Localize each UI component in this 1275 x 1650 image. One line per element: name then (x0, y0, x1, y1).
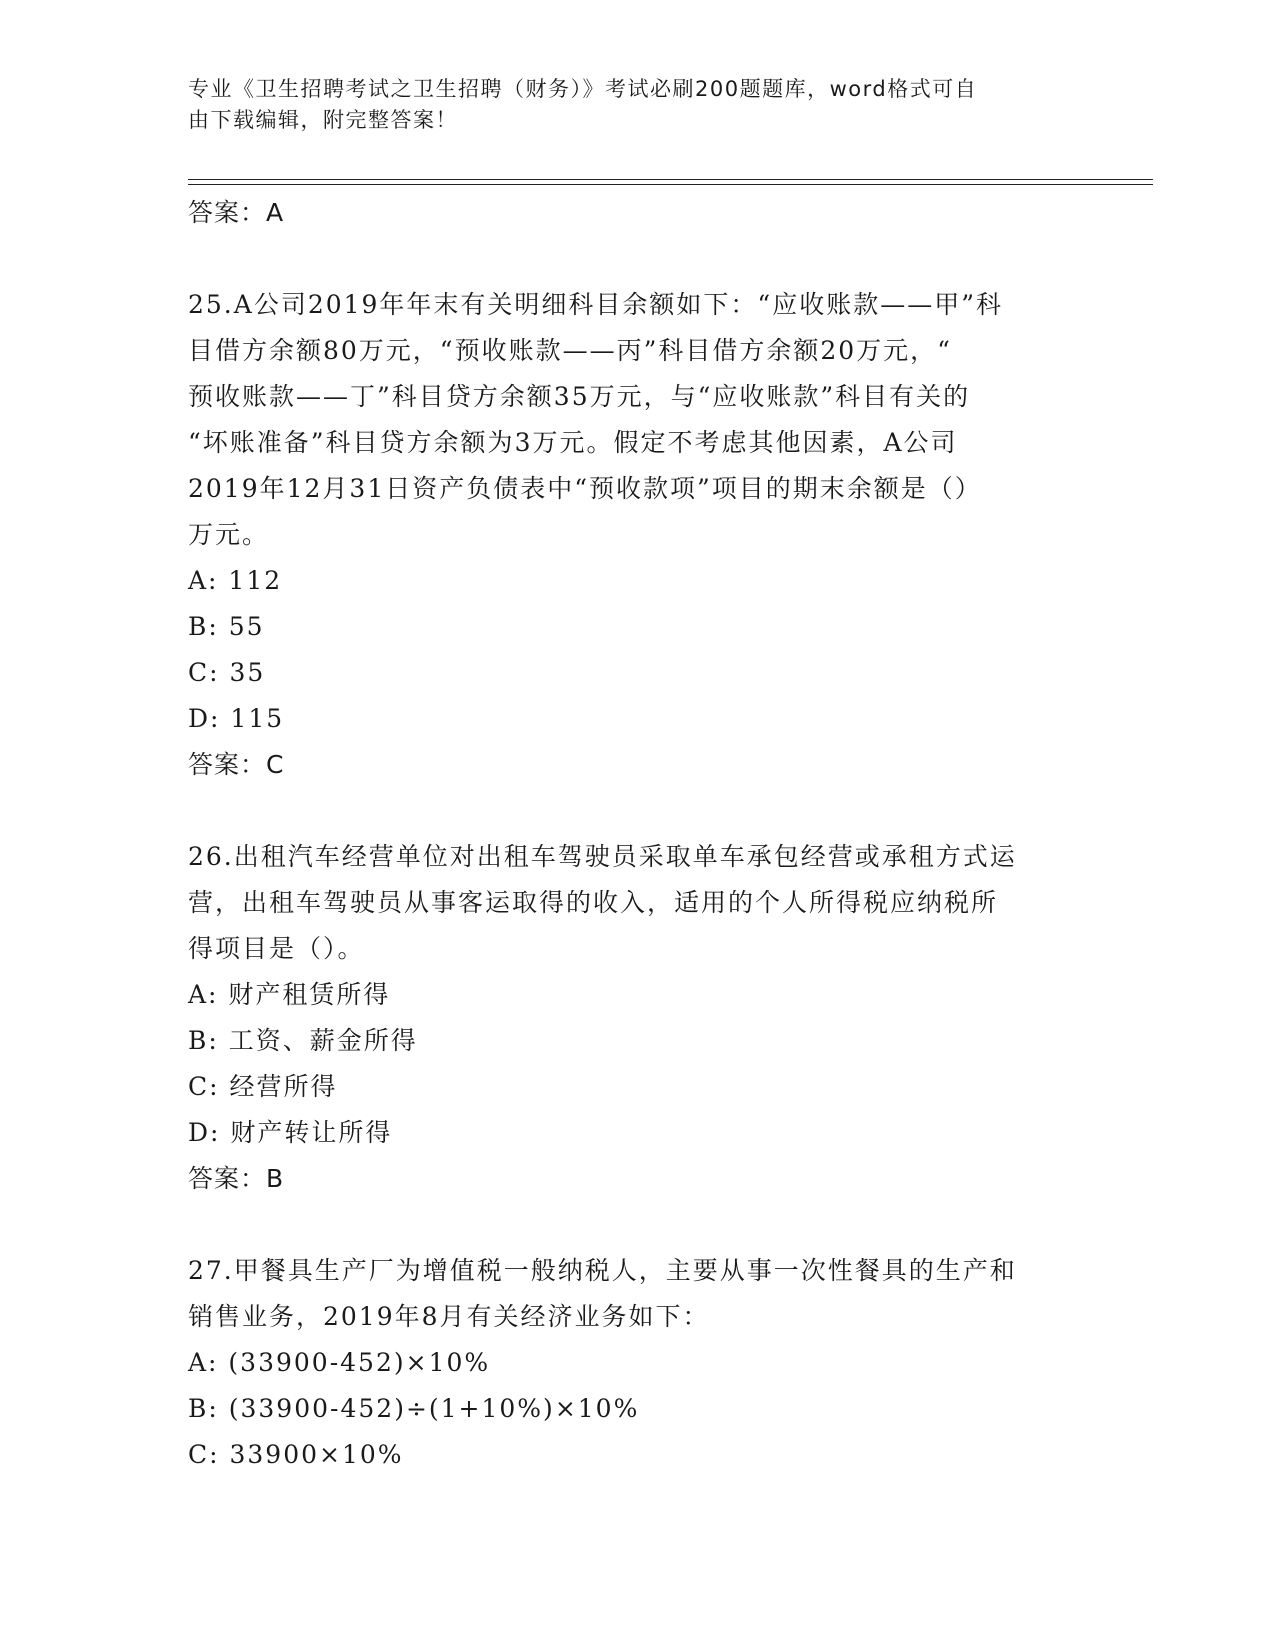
previous-answer: 答案：A (188, 198, 285, 227)
option-d: D: 财产转让所得 (188, 1118, 393, 1147)
option-b: B: 工资、薪金所得 (188, 1026, 418, 1055)
answer: 答案：C (188, 750, 285, 779)
option-a: A: (33900-452)×10% (188, 1348, 491, 1377)
document-header (188, 74, 1068, 136)
option-b: B: 55 (188, 612, 265, 641)
question-27 (188, 1248, 1088, 1478)
question-text-line: 27.甲餐具生产厂为增值税一般纳税人，主要从事一次性餐具的生产和 (188, 1256, 1017, 1285)
question-text-line: 25.A公司2019年年末有关明细科目余额如下：“应收账款——甲”科 (188, 290, 1003, 319)
header-divider-top (188, 179, 1153, 180)
question-text-line: 销售业务，2019年8月有关经济业务如下： (188, 1302, 710, 1331)
option-a: A: 112 (188, 566, 283, 595)
question-text-line: 26.出租汽车经营单位对出租车驾驶员采取单车承包经营或承租方式运 (188, 842, 1017, 871)
question-content (188, 190, 1088, 1478)
header-line-1: 专业《卫生招聘考试之卫生招聘（财务）》考试必刷200题题库，word格式可自 (188, 77, 978, 101)
question-text-line: 目借方余额80万元，“预收账款——丙”科目借方余额20万元，“ (188, 336, 952, 365)
option-b: B: (33900-452)÷(1+10%)×10% (188, 1394, 640, 1423)
question-text-line: 营，出租车驾驶员从事客运取得的收入，适用的个人所得税应纳税所 (188, 888, 999, 917)
header-divider-bottom (188, 184, 1153, 185)
answer: 答案：B (188, 1164, 285, 1193)
question-text-line: 得项目是（）。 (188, 934, 365, 963)
question-26 (188, 834, 1088, 1202)
question-text-line: 预收账款——丁”科目贷方余额35万元，与“应收账款”科目有关的 (188, 382, 971, 411)
spacer (188, 788, 1088, 834)
question-text-line: 2019年12月31日资产负债表中“预收款项”项目的期末余额是（） (188, 474, 982, 503)
question-25 (188, 282, 1088, 788)
option-d: D: 115 (188, 704, 285, 733)
option-c: C: 经营所得 (188, 1072, 338, 1101)
question-text-line: “坏账准备”科目贷方余额为3万元。假定不考虑其他因素，A公司 (188, 428, 958, 457)
spacer (188, 1202, 1088, 1248)
spacer (188, 236, 1088, 282)
header-line-2: 由下载编辑，附完整答案！ (188, 108, 458, 132)
option-c: C: 35 (188, 658, 266, 687)
option-c: C: 33900×10% (188, 1440, 404, 1469)
question-text-line: 万元。 (188, 520, 270, 549)
option-a: A: 财产租赁所得 (188, 980, 391, 1009)
